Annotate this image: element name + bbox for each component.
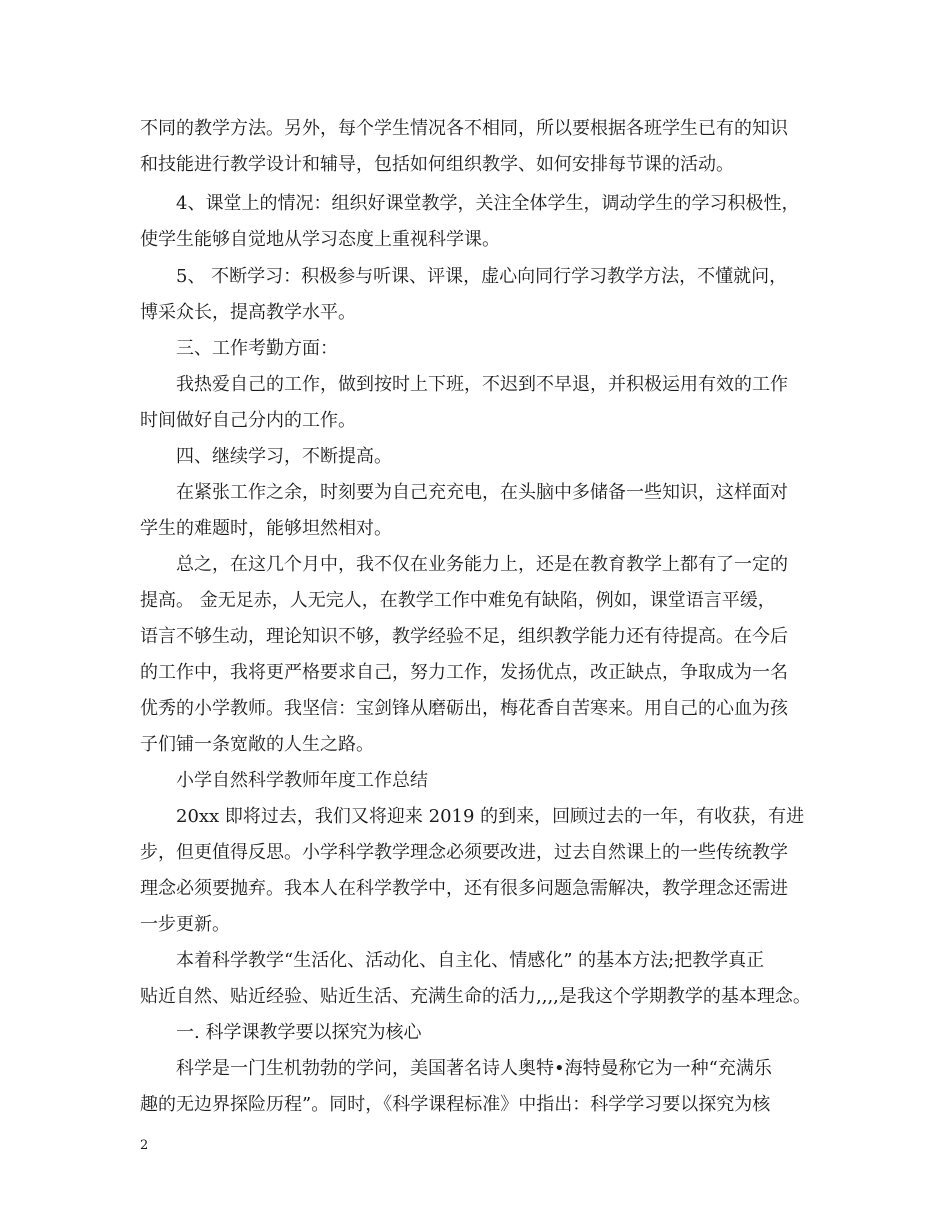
text-line: 学生的难题时，能够坦然相对。: [140, 518, 392, 539]
text-line: 趣的无边界探险历程”。同时，《科学课程标准》中指出：科学学习要以探究为核: [140, 1094, 771, 1115]
section-heading: 四、继续学习，不断提高。: [176, 446, 392, 467]
text-line: 和技能进行教学设计和辅导，包括如何组织教学、如何安排每节课的活动。: [140, 154, 734, 175]
text-line: 时间做好自己分内的工作。: [140, 410, 356, 431]
text-line: 贴近自然、贴近经验、贴近生活、充满生命的活力,,,,是我这个学期教学的基本理念。: [140, 986, 811, 1007]
text-line: 子们铺一条宽敞的人生之路。: [140, 734, 374, 755]
text-line: 语言不够生动，理论知识不够，教学经验不足，组织教学能力还有待提高。在今后: [140, 626, 788, 647]
text-line: 提高。 金无足赤，人无完人，在教学工作中难免有缺陷，例如，课堂语言平缓，: [140, 590, 776, 611]
text-line: 博采众长，提高教学水平。: [140, 302, 356, 323]
text-line: 本着科学教学“生活化、活动化、自主化、情感化” 的基本方法;把教学真正: [176, 950, 765, 971]
text-line: 步，但更值得反思。小学科学教学理念必须要改进，过去自然课上的一些传统教学: [140, 842, 788, 863]
text-line: 优秀的小学教师。我坚信：宝剑锋从磨砺出，梅花香自苦寒来。用自己的心血为孩: [140, 698, 788, 719]
text-line: 使学生能够自觉地从学习态度上重视科学课。: [140, 229, 500, 250]
text-line: 5、 不断学习：积极参与听课、评课，虚心向同行学习教学方法，不懂就问，: [176, 266, 788, 287]
text-line: 的工作中，我将更严格要求自己，努力工作，发扬优点，改正缺点，争取成为一名: [140, 662, 788, 683]
page-number: 2: [140, 1138, 149, 1153]
text-line: 4、课堂上的情况：组织好课堂教学，关注全体学生，调动学生的学习积极性，: [176, 193, 800, 214]
document-subtitle: 小学自然科学教师年度工作总结: [176, 770, 428, 791]
section-heading: 三、工作考勤方面：: [176, 338, 338, 359]
text-line: 不同的教学方法。另外，每个学生情况各不相同，所以要根据各班学生已有的知识: [140, 118, 788, 139]
text-line: 理念必须要抛弃。我本人在科学教学中，还有很多问题急需解决，教学理念还需进: [140, 878, 788, 899]
text-line: 我热爱自己的工作，做到按时上下班，不迟到不早退，并积极运用有效的工作: [176, 374, 788, 395]
section-heading: 一. 科学课教学要以探究为核心: [176, 1022, 422, 1043]
text-line: 一步更新。: [140, 914, 230, 935]
text-line: 科学是一门生机勃勃的学问，美国著名诗人奥特•海特曼称它为一种“充满乐: [176, 1058, 772, 1079]
text-line: 20xx 即将过去，我们又将迎来 2019 的到来，回顾过去的一年，有收获，有进: [176, 806, 805, 827]
text-line: 在紧张工作之余，时刻要为自己充充电，在头脑中多储备一些知识，这样面对: [176, 482, 788, 503]
text-line: 总之，在这几个月中，我不仅在业务能力上，还是在教育教学上都有了一定的: [176, 554, 788, 575]
